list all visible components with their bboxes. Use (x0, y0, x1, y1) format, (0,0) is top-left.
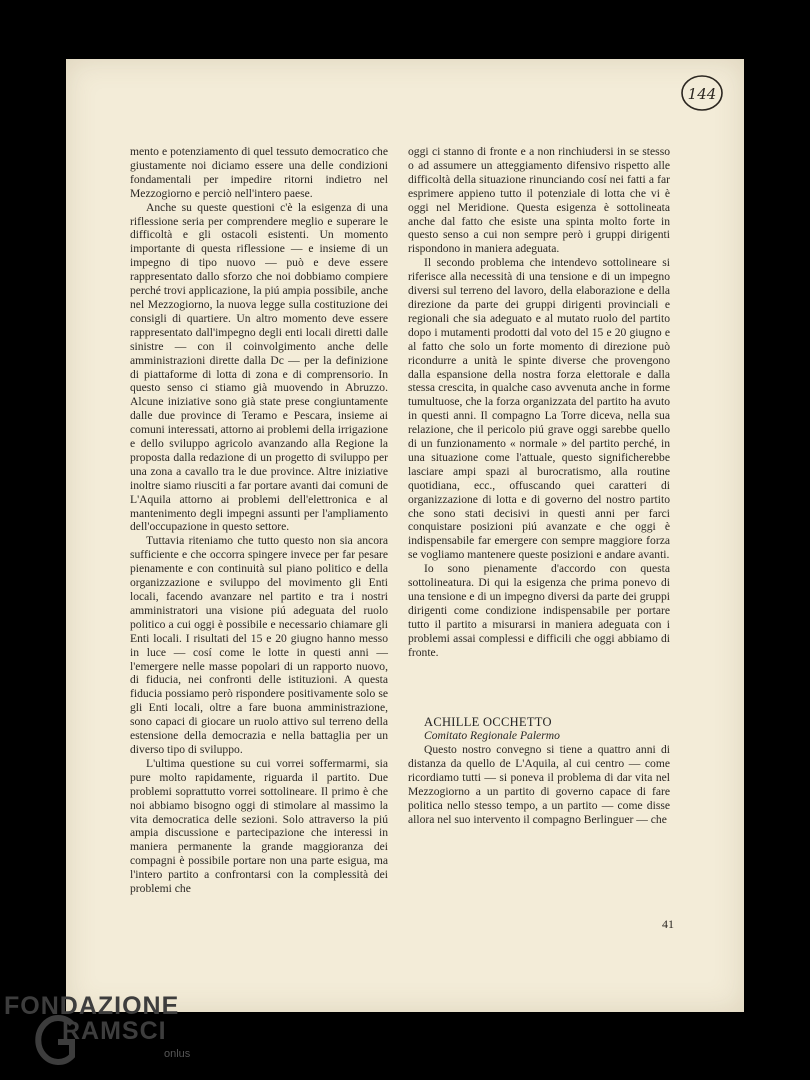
right-column (408, 145, 670, 827)
page-number: 41 (662, 917, 674, 931)
handwritten-page-number (680, 73, 724, 113)
left-paragraph-3: Tuttavia riteniamo che tutto questo non sia ancora sufficiente e che occorra spingere invece per far pesare pienamente e con continuità sul piano politico e della organizzazione e sviluppo del movimento gli Enti locali, facendo avanzare nel partito e tra i nostri amministratori una visione piú adeguata del ruolo politico a cui oggi è possibile e necessario chiamare gli Enti locali. I risultati del 15 e 20 giugno hanno messo in luce — cosí come le lotte in questi anni — l'emergere nelle masse popolari di un rapporto nuovo, di fiducia, nei confronti delle istituzioni. A questa fiducia possiamo però rispondere positivamente solo se gli Enti locali, oltre a fare buona amministrazione, sono capaci di giocare un ruolo attivo sul terreno della estensione della democrazia e nella battaglia per un diverso tipo di sviluppo. (130, 534, 388, 756)
right-paragraph-2: Il secondo problema che intendevo sottolineare si riferisce alla necessità di una tensione e di un impegno diversi sul terreno del lavoro, della elaborazione e della direzione da parte dei gruppi dirigenti provinciali e regionali che sia adeguato e al mutato ruolo del partito dopo i mutamenti prodotti dal voto del 15 e 20 giugno e al fatto che solo un forte momento di direzione può ricondurre a unità le spinte diverse che provengono dalla espansione della nostra forza elettorale e dalla stessa crescita, in qualche caso avvenuta anche in forme tumultuose, che la forza organizzata del partito ha avuto in questi anni. Il compagno La Torre diceva, nella sua relazione, che il pericolo piú grave oggi sarebbe quello di un funzionamento « normale » del partito perché, in una situazione come l'attuale, questo significherebbe lasciare ampi spazi al burocratismo, alla routine quotidiana, ecc., offuscando quei caratteri di organizzazione di lotta e di governo del nostro partito che sono stati decisivi in questi anni per farci conquistare posizioni piú avanzate e che oggi è indispensabile far emergere con sempre maggiore forza se vogliamo mantenere queste posizioni e andare avanti. (408, 256, 670, 562)
speaker-name: ACHILLE OCCHETTO (424, 714, 552, 729)
watermark-line2: RAMSCI (62, 1017, 167, 1045)
speaker-block (408, 716, 670, 744)
watermark-onlus: onlus (164, 1048, 191, 1060)
handwritten-number-text: 144 (687, 85, 717, 103)
left-column (130, 145, 388, 896)
speaker-affiliation: Comitato Regionale Palermo (424, 729, 560, 743)
document-page (66, 59, 744, 1012)
foundation-watermark (4, 990, 224, 1076)
handwritten-circle-icon (680, 73, 724, 113)
left-paragraph-1: mento e potenziamento di quel tessuto democratico che giustamente noi diciamo essere una delle condizioni fondamentali per impedire ritorni indietro nel Mezzogiorno e perciò nell'intero paese. (130, 145, 388, 200)
watermark-line1: FONDAZIONE (4, 992, 180, 1020)
left-paragraph-2: Anche su queste questioni c'è la esigenza di una riflessione seria per comprendere meglio e superare le difficoltà e gli ostacoli esistenti. Un momento importante di questa riflessione — e insieme di un impegno di tipo nuovo — può e deve essere rappresentato dallo sforzo che noi dobbiamo compiere perché trovi applicazione, la piú ampia possibile, anche nel Mezzogiorno, la nuova legge sulla costituzione dei consigli di quartiere. Un altro momento deve essere rappresentato dall'impegno degli enti locali diretti dalle sinistre — con il coinvolgimento anche delle amministrazioni dirette dalla Dc — per la definizione di piattaforme di lotta di zona e di comprensorio. In questo senso ci stiamo già muovendo in Abruzzo. Alcune iniziative sono già state prese congiuntamente dalle due province di Teramo e Pescara, insieme ai comuni interessati, attorno ai problemi della irrigazione e dello sviluppo agricolo avanzando alla Regione la proposta dalla redazione di un progetto di sviluppo per una zona a cavallo tra le due province. Altre iniziative inoltre siamo riusciti a far portare avanti dai comuni de L'Aquila attorno ai problemi dell'elettronica e al mantenimento degli impegni assunti per l'ampliamento dell'occupazione in questo settore. (130, 200, 388, 534)
right-paragraph-1: oggi ci stanno di fronte e a non rinchiudersi in se stesso o ad assumere un atteggiamento difensivo rispetto alle difficoltà della situazione rinunciando cosí nei fatti a far esprimere appieno tutto il potenziale di lotta che vi è oggi nel Meridione. Questa esigenza è sottolineata anche dal fatto che esiste una spinta molto forte in questo senso a cui non sempre però i gruppi dirigenti rispondono in maniera adeguata. (408, 145, 670, 256)
right-paragraph-3: Io sono pienamente d'accordo con questa sottolineatura. Di qui la esigenza che prima ponevo di una tensione e di un impegno diversi da parte dei gruppi dirigenti come condizione indispensabile per portare tutto il partito a misurarsi in maniera adeguata con i problemi assai complessi e difficili che oggi abbiamo di fronte. (408, 562, 670, 659)
speech-paragraph: Questo nostro convegno si tiene a quattro anni di distanza da quello de L'Aquila, al cui centro — come ricordiamo tutti — si poneva il problema di dar vita nel Mezzogiorno a un partito di governo capace di fare politica nello stesso tempo, a un partito — come disse allora nel suo intervento il compagno Berlinguer — che (408, 743, 670, 826)
left-paragraph-4: L'ultima questione su cui vorrei soffermarmi, sia pure molto rapidamente, riguarda il partito. Due problemi soprattutto vorrei sottolineare. Il primo è che noi abbiamo bisogno oggi di stimolare al massimo la vita democratica delle sezioni. Solo attraverso la piú ampia discussione e partecipazione che interessi in maniera permanente la grande maggioranza dei compagni è possibile portare non una parte esigua, ma l'intero partito a confrontarsi con la complessità dei problemi che (130, 756, 388, 896)
